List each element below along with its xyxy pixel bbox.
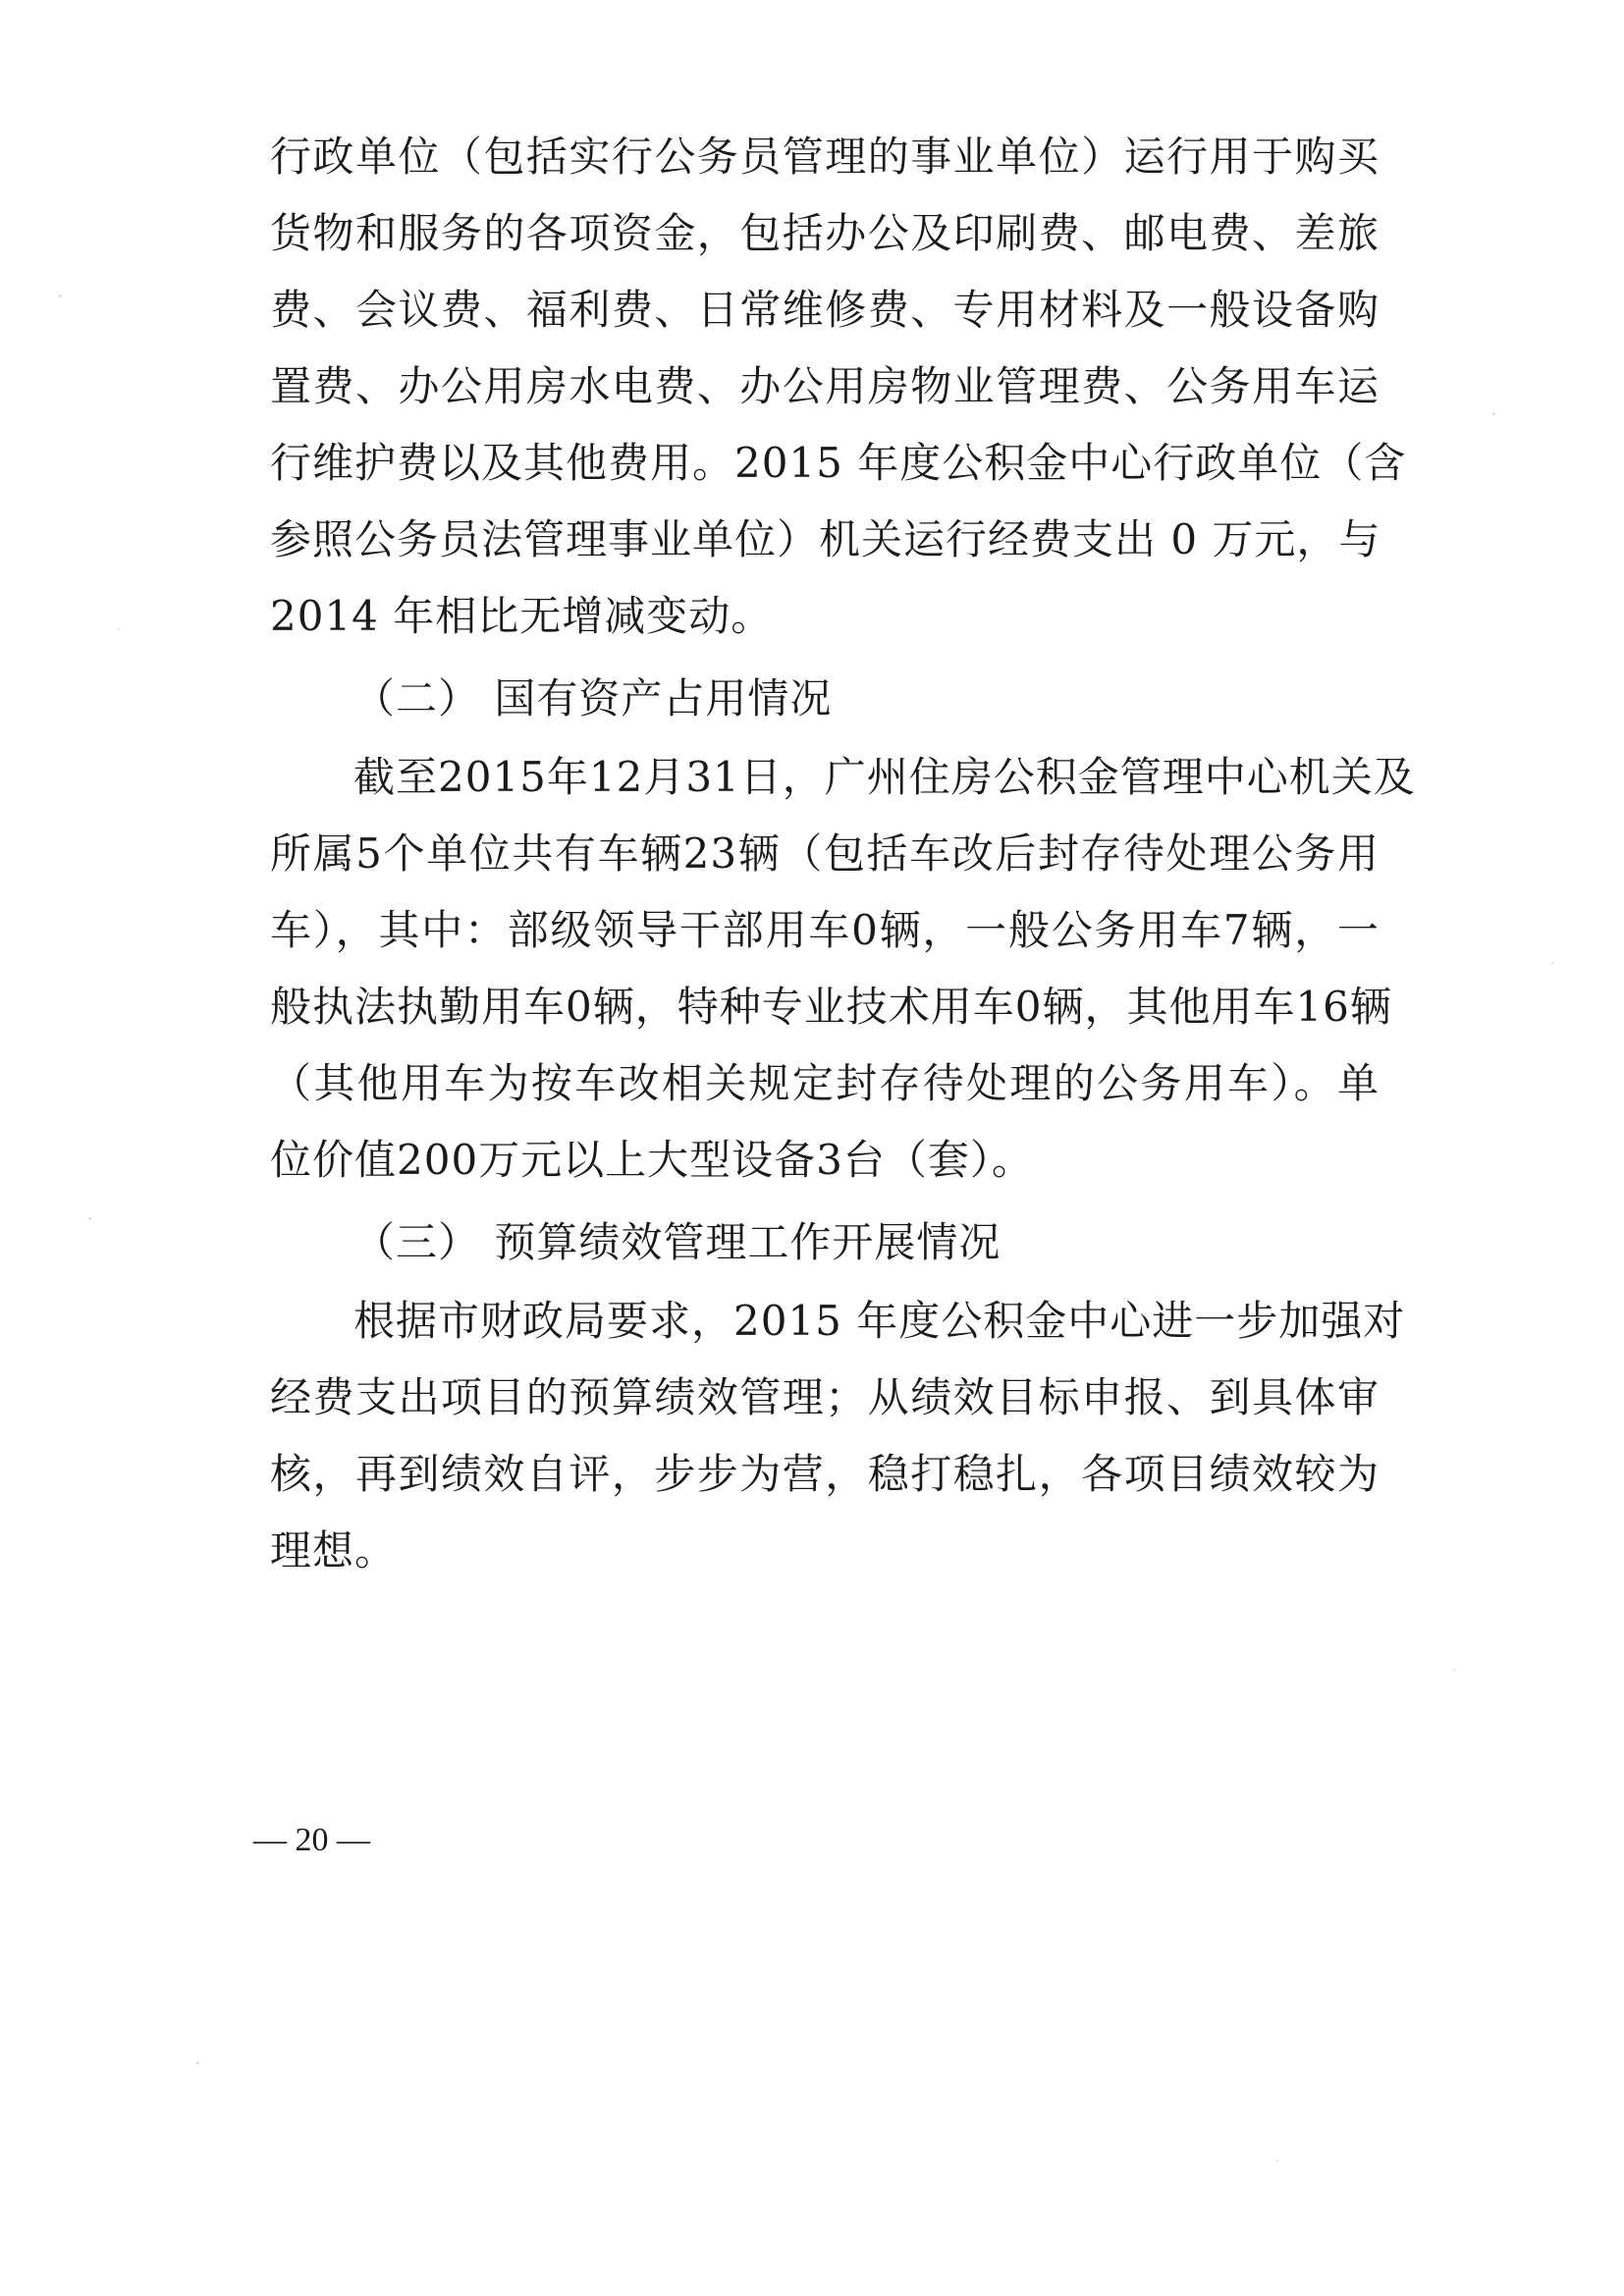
section-2-heading: （二） 国有资产占用情况 xyxy=(353,674,833,722)
paragraph-1-line-1: 行政单位（包括实行公务员管理的事业单位）运行用于购买 xyxy=(270,133,1380,181)
section-2-line-3: 车），其中：部级领导干部用车0辆，一般公务用车7辆，一 xyxy=(270,906,1380,954)
section-3-line-1: 根据市财政局要求，2015 年度公积金中心进一步加强对 xyxy=(353,1297,1406,1345)
section-2-line-5: （其他用车为按车改相关规定封存待处理的公务用车）。单 xyxy=(270,1059,1380,1107)
page-number: — 20 — xyxy=(253,1822,370,1858)
section-3-line-4: 理想。 xyxy=(270,1526,398,1575)
paragraph-1-line-3: 费、会议费、福利费、日常维修费、专用材料及一般设备购 xyxy=(270,286,1380,334)
section-2-line-1: 截至2015年12月31日，广州住房公积金管理中心机关及 xyxy=(353,753,1416,801)
paragraph-1-line-6: 参照公务员法管理事业单位）机关运行经费支出 0 万元，与 xyxy=(270,515,1381,563)
paragraph-1-line-7: 2014 年相比无增减变动。 xyxy=(270,592,774,640)
section-2-line-4: 般执法执勤用车0辆，特种专业技术用车0辆，其他用车16辆 xyxy=(270,983,1392,1031)
paragraph-1-line-2: 货物和服务的各项资金，包括办公及印刷费、邮电费、差旅 xyxy=(270,209,1380,257)
paragraph-1-line-4: 置费、办公用房水电费、办公用房物业管理费、公务用车运 xyxy=(270,362,1380,410)
section-3-line-2: 经费支出项目的预算绩效管理；从绩效目标申报、到具体审 xyxy=(270,1373,1380,1421)
section-3-line-3: 核，再到绩效自评，步步为营，稳打稳扎，各项目绩效较为 xyxy=(270,1450,1380,1498)
section-2-line-2: 所属5个单位共有车辆23辆（包括车改后封存待处理公务用 xyxy=(270,829,1380,878)
section-2-line-6: 位价值200万元以上大型设备3台（套）。 xyxy=(270,1136,1034,1184)
paragraph-1-line-5: 行维护费以及其他费用。2015 年度公积金中心行政单位（含 xyxy=(270,439,1407,487)
section-3-heading: （三） 预算绩效管理工作开展情况 xyxy=(353,1218,1001,1266)
